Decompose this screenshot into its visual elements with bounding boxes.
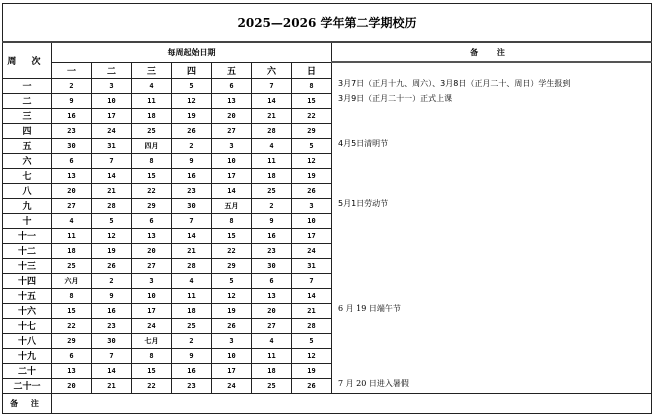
date-cell-sat: 23	[252, 243, 292, 258]
date-cell-sun: 10	[292, 213, 332, 228]
date-cell-tue: 7	[92, 348, 132, 363]
date-cell-mon: 16	[52, 108, 92, 123]
date-cell-mon: 20	[52, 378, 92, 393]
week-number: 十一	[3, 228, 52, 243]
date-cell-thu: 9	[172, 348, 212, 363]
date-cell-thu: 12	[172, 93, 212, 108]
week-number: 一	[3, 78, 52, 93]
date-cell-thu: 2	[172, 138, 212, 153]
date-cell-sat: 9	[252, 213, 292, 228]
remark-note: 5月1日劳动节	[338, 199, 389, 208]
date-cell-tue: 28	[92, 198, 132, 213]
date-cell-thu: 28	[172, 258, 212, 273]
date-cell-tue: 21	[92, 183, 132, 198]
date-cell-wed: 8	[132, 153, 172, 168]
date-cell-tue: 3	[92, 78, 132, 93]
date-cell-mon: 18	[52, 243, 92, 258]
week-column-header: 周 次	[3, 42, 52, 78]
date-cell-wed: 17	[132, 303, 172, 318]
date-cell-fri: 10	[212, 153, 252, 168]
date-cell-sat: 18	[252, 168, 292, 183]
date-cell-tue: 14	[92, 363, 132, 378]
date-cell-sun: 21	[292, 303, 332, 318]
date-cell-mon: 13	[52, 168, 92, 183]
date-cell-fri: 24	[212, 378, 252, 393]
date-cell-tue: 30	[92, 333, 132, 348]
date-cell-mon: 六月	[52, 273, 92, 288]
date-cell-sun: 26	[292, 183, 332, 198]
date-cell-fri: 27	[212, 123, 252, 138]
date-cell-fri: 3	[212, 333, 252, 348]
date-cell-wed: 18	[132, 108, 172, 123]
week-number: 二十	[3, 363, 52, 378]
date-cell-mon: 9	[52, 93, 92, 108]
date-cell-mon: 4	[52, 213, 92, 228]
school-calendar-table	[2, 3, 652, 414]
date-cell-sat: 30	[252, 258, 292, 273]
date-cell-tue: 16	[92, 303, 132, 318]
date-cell-tue: 24	[92, 123, 132, 138]
date-cell-tue: 12	[92, 228, 132, 243]
date-cell-mon: 6	[52, 153, 92, 168]
date-cell-wed: 4	[132, 78, 172, 93]
date-cell-tue: 2	[92, 273, 132, 288]
week-number: 六	[3, 153, 52, 168]
date-cell-sun: 26	[292, 378, 332, 393]
date-cell-tue: 17	[92, 108, 132, 123]
date-cell-mon: 11	[52, 228, 92, 243]
date-cell-tue: 31	[92, 138, 132, 153]
date-cell-sun: 12	[292, 348, 332, 363]
week-number: 九	[3, 198, 52, 213]
date-cell-wed: 22	[132, 183, 172, 198]
date-cell-sat: 7	[252, 78, 292, 93]
remarks-area	[332, 62, 652, 393]
date-cell-thu: 16	[172, 168, 212, 183]
date-cell-sun: 7	[292, 273, 332, 288]
date-cell-fri: 20	[212, 108, 252, 123]
date-cell-fri: 10	[212, 348, 252, 363]
date-cell-thu: 19	[172, 108, 212, 123]
dates-column-header: 每周起始日期	[52, 42, 332, 62]
date-cell-wed: 15	[132, 363, 172, 378]
date-cell-sat: 16	[252, 228, 292, 243]
date-cell-sun: 12	[292, 153, 332, 168]
date-cell-mon: 23	[52, 123, 92, 138]
date-cell-tue: 23	[92, 318, 132, 333]
date-cell-thu: 18	[172, 303, 212, 318]
date-cell-tue: 10	[92, 93, 132, 108]
date-cell-wed: 七月	[132, 333, 172, 348]
date-cell-sat: 4	[252, 138, 292, 153]
date-cell-mon: 8	[52, 288, 92, 303]
footer-remarks-label: 备 注	[3, 393, 52, 413]
date-cell-wed: 22	[132, 378, 172, 393]
date-cell-thu: 14	[172, 228, 212, 243]
date-cell-wed: 29	[132, 198, 172, 213]
date-cell-fri: 13	[212, 93, 252, 108]
date-cell-sun: 5	[292, 333, 332, 348]
day-header-thu: 四	[172, 62, 212, 78]
date-cell-fri: 12	[212, 288, 252, 303]
date-cell-sun: 19	[292, 168, 332, 183]
day-header-wed: 三	[132, 62, 172, 78]
date-cell-mon: 25	[52, 258, 92, 273]
date-cell-sat: 14	[252, 93, 292, 108]
week-number: 十七	[3, 318, 52, 333]
date-cell-mon: 13	[52, 363, 92, 378]
date-cell-sun: 15	[292, 93, 332, 108]
footer-row	[3, 393, 652, 413]
date-cell-sat: 6	[252, 273, 292, 288]
remarks-column-header: 备 注	[332, 42, 652, 62]
remark-note: 4月5日清明节	[338, 139, 389, 148]
date-cell-sat: 28	[252, 123, 292, 138]
date-cell-tue: 21	[92, 378, 132, 393]
date-cell-sat: 4	[252, 333, 292, 348]
date-cell-fri: 6	[212, 78, 252, 93]
day-header-fri: 五	[212, 62, 252, 78]
date-cell-fri: 17	[212, 363, 252, 378]
date-cell-wed: 四月	[132, 138, 172, 153]
date-cell-fri: 17	[212, 168, 252, 183]
week-number: 五	[3, 138, 52, 153]
date-cell-fri: 14	[212, 183, 252, 198]
date-cell-sun: 5	[292, 138, 332, 153]
date-cell-sat: 27	[252, 318, 292, 333]
week-number: 十五	[3, 288, 52, 303]
remark-note: 3月7日（正月十九、周六）、3月8日（正月二十、周日）学生报到	[338, 79, 571, 88]
week-number: 十四	[3, 273, 52, 288]
date-cell-fri: 8	[212, 213, 252, 228]
date-cell-wed: 25	[132, 123, 172, 138]
date-cell-sun: 3	[292, 198, 332, 213]
date-cell-tue: 14	[92, 168, 132, 183]
date-cell-thu: 7	[172, 213, 212, 228]
date-cell-wed: 3	[132, 273, 172, 288]
date-cell-sun: 14	[292, 288, 332, 303]
date-cell-wed: 24	[132, 318, 172, 333]
date-cell-wed: 15	[132, 168, 172, 183]
footer-remarks-value	[52, 393, 652, 413]
date-cell-fri: 15	[212, 228, 252, 243]
week-number: 三	[3, 108, 52, 123]
day-header-sun: 日	[292, 62, 332, 78]
date-cell-sat: 20	[252, 303, 292, 318]
page-title: 2025—2026 学年第二学期校历	[3, 4, 652, 43]
date-cell-sun: 24	[292, 243, 332, 258]
date-cell-fri: 5	[212, 273, 252, 288]
date-cell-thu: 21	[172, 243, 212, 258]
date-cell-fri: 19	[212, 303, 252, 318]
date-cell-thu: 4	[172, 273, 212, 288]
day-header-tue: 二	[92, 62, 132, 78]
week-number: 四	[3, 123, 52, 138]
date-cell-tue: 19	[92, 243, 132, 258]
remark-note: 7 月 20 日进入暑假	[338, 379, 409, 388]
date-cell-sun: 31	[292, 258, 332, 273]
date-cell-fri: 29	[212, 258, 252, 273]
date-cell-sat: 25	[252, 183, 292, 198]
date-cell-thu: 30	[172, 198, 212, 213]
date-cell-thu: 23	[172, 378, 212, 393]
date-cell-fri: 26	[212, 318, 252, 333]
week-number: 七	[3, 168, 52, 183]
week-number: 十九	[3, 348, 52, 363]
date-cell-sun: 28	[292, 318, 332, 333]
date-cell-mon: 30	[52, 138, 92, 153]
week-number: 十六	[3, 303, 52, 318]
date-cell-fri: 22	[212, 243, 252, 258]
date-cell-thu: 9	[172, 153, 212, 168]
date-cell-wed: 20	[132, 243, 172, 258]
date-cell-sun: 22	[292, 108, 332, 123]
day-header-mon: 一	[52, 62, 92, 78]
date-cell-wed: 10	[132, 288, 172, 303]
date-cell-wed: 8	[132, 348, 172, 363]
date-cell-sun: 8	[292, 78, 332, 93]
week-number: 八	[3, 183, 52, 198]
date-cell-thu: 26	[172, 123, 212, 138]
week-number: 十	[3, 213, 52, 228]
date-cell-mon: 20	[52, 183, 92, 198]
date-cell-thu: 5	[172, 78, 212, 93]
date-cell-sun: 17	[292, 228, 332, 243]
date-cell-thu: 11	[172, 288, 212, 303]
date-cell-tue: 7	[92, 153, 132, 168]
date-cell-sat: 21	[252, 108, 292, 123]
remark-note: 3月9日（正月二十一）正式上课	[338, 94, 453, 103]
date-cell-sun: 29	[292, 123, 332, 138]
date-cell-thu: 23	[172, 183, 212, 198]
date-cell-mon: 27	[52, 198, 92, 213]
date-cell-thu: 16	[172, 363, 212, 378]
week-number: 十八	[3, 333, 52, 348]
week-number: 十二	[3, 243, 52, 258]
date-cell-sun: 19	[292, 363, 332, 378]
week-number: 十三	[3, 258, 52, 273]
date-cell-tue: 9	[92, 288, 132, 303]
date-cell-fri: 3	[212, 138, 252, 153]
date-cell-mon: 6	[52, 348, 92, 363]
date-cell-tue: 26	[92, 258, 132, 273]
date-cell-wed: 27	[132, 258, 172, 273]
date-cell-mon: 2	[52, 78, 92, 93]
date-cell-sat: 25	[252, 378, 292, 393]
date-cell-fri: 五月	[212, 198, 252, 213]
date-cell-sat: 11	[252, 153, 292, 168]
date-cell-sat: 11	[252, 348, 292, 363]
date-cell-thu: 25	[172, 318, 212, 333]
date-cell-wed: 6	[132, 213, 172, 228]
date-cell-sat: 18	[252, 363, 292, 378]
date-cell-wed: 13	[132, 228, 172, 243]
date-cell-mon: 15	[52, 303, 92, 318]
date-cell-tue: 5	[92, 213, 132, 228]
date-cell-mon: 29	[52, 333, 92, 348]
date-cell-wed: 11	[132, 93, 172, 108]
remark-note: 6 月 19 日端午节	[338, 304, 401, 313]
week-number: 二十一	[3, 378, 52, 393]
week-number: 二	[3, 93, 52, 108]
day-header-sat: 六	[252, 62, 292, 78]
date-cell-mon: 22	[52, 318, 92, 333]
date-cell-thu: 2	[172, 333, 212, 348]
date-cell-sat: 13	[252, 288, 292, 303]
date-cell-sat: 2	[252, 198, 292, 213]
